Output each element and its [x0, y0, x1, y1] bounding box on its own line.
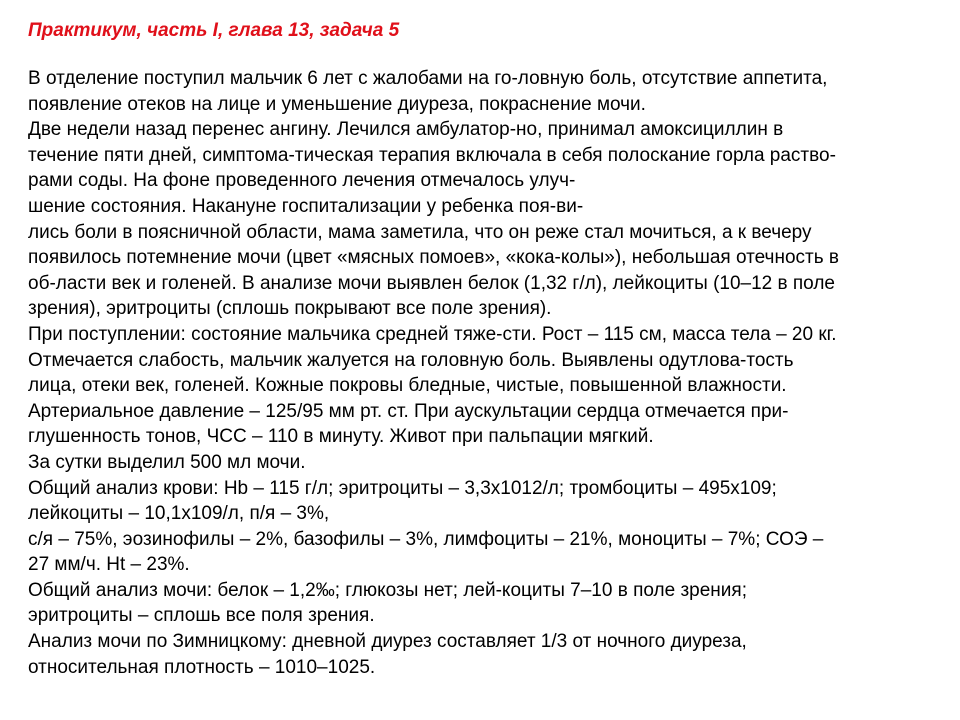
case-text-line: глушенность тонов, ЧСС – 110 в минуту. Живот при пальпации мягкий.	[28, 426, 654, 448]
case-text-line: Артериальное давление – 125/95 мм рт. ст. При аускультации сердца отмечается при-	[28, 400, 789, 422]
case-text-line: Две недели назад перенес ангину. Лечился амбулатор-но, принимал амоксициллин в	[28, 119, 784, 141]
case-text-line: лица, отеки век, голеней. Кожные покровы бледные, чистые, повышенной влажности.	[28, 375, 787, 397]
case-text-line: При поступлении: состояние мальчика средней тяже-сти. Рост – 115 см, масса тела – 20 кг.	[28, 323, 837, 345]
case-text-line: эритроциты – сплошь все поля зрения.	[28, 605, 375, 627]
case-text	[28, 66, 948, 680]
case-text-line: Анализ мочи по Зимницкому: дневной диурез составляет 1/3 от ночного диуреза,	[28, 631, 747, 653]
case-text-line: шение состояния. Накануне госпитализации у ребенка поя-ви-	[28, 195, 584, 217]
case-text-line: об-ласти век и голеней. В анализе мочи выявлен белок (1,32 г/л), лейкоциты (10–12 в поле	[28, 272, 835, 294]
case-text-line: Общий анализ крови: Hb – 115 г/л; эритроциты – 3,3х1012/л; тромбоциты – 495х109;	[28, 477, 777, 499]
case-text-line: с/я – 75%, эозинофилы – 2%, базофилы – 3%, лимфоциты – 21%, моноциты – 7%; СОЭ –	[28, 528, 824, 550]
slide-title: Практикум, часть I, глава 13, задача 5	[28, 20, 400, 41]
case-text-line: лейкоциты – 10,1х109/л, п/я – 3%,	[28, 503, 330, 525]
case-text-line: относительная плотность – 1010–1025.	[28, 656, 376, 678]
case-text-line: Отмечается слабость, мальчик жалуется на головную боль. Выявлены одутлова-тость	[28, 349, 794, 371]
case-text-line: течение пяти дней, симптома-тическая терапия включала в себя полоскание горла раство-	[28, 144, 836, 166]
case-text-line: В отделение поступил мальчик 6 лет с жалобами на го-ловную боль, отсутствие аппетита,	[28, 68, 828, 89]
case-text-line: лись боли в поясничной области, мама заметила, что он реже стал мочиться, а к вечеру	[28, 221, 812, 243]
case-text-line: зрения), эритроциты (сплошь покрывают все поле зрения).	[28, 298, 552, 320]
case-text-line: Общий анализ мочи: белок – 1,2‰; глюкозы нет; лей-коциты 7–10 в поле зрения;	[28, 579, 747, 601]
case-text-line: появилось потемнение мочи (цвет «мясных помоев», «кока-колы»), небольшая отечность в	[28, 247, 839, 269]
case-text-line: появление отеков на лице и уменьшение диуреза, покраснение мочи.	[28, 93, 646, 115]
case-text-line: 27 мм/ч. Ht – 23%.	[28, 554, 190, 576]
case-text-line: рами соды. На фоне проведенного лечения отмечалось улуч-	[28, 170, 576, 192]
case-text-line: За сутки выделил 500 мл мочи.	[28, 451, 306, 473]
